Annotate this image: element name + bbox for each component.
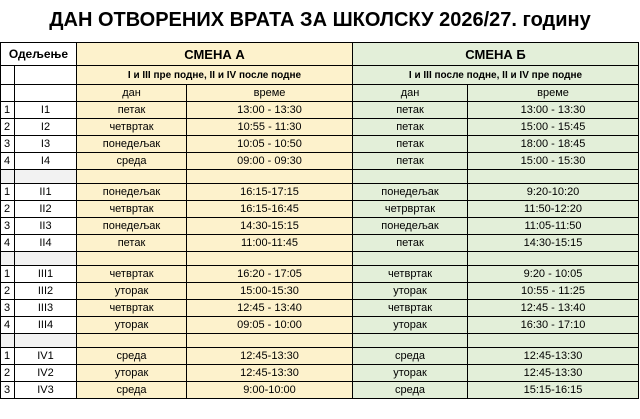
smena-b-time-cell: 10:55 - 11:25 — [468, 283, 639, 300]
row-number-cell: 2 — [1, 365, 15, 382]
separator-cell — [353, 252, 468, 266]
smena-b-time-cell: 12:45-13:30 — [468, 365, 639, 382]
class-name-cell: III4 — [15, 317, 77, 334]
class-name-cell: I4 — [15, 153, 77, 170]
smena-a-time-cell: 12:45 - 13:40 — [187, 300, 353, 317]
class-name-cell: IV3 — [15, 382, 77, 399]
smena-b-time-cell: 13:00 - 13:30 — [468, 102, 639, 119]
smena-b-time-cell: 9:20 - 10:05 — [468, 266, 639, 283]
smena-a-time-cell: 10:05 - 10:50 — [187, 136, 353, 153]
smena-a-day-cell: петак — [77, 102, 187, 119]
smena-a-time-cell: 16:20 - 17:05 — [187, 266, 353, 283]
separator-cell — [1, 252, 15, 266]
row-number-cell: 2 — [1, 201, 15, 218]
class-name-cell: III1 — [15, 266, 77, 283]
smena-a-time-cell: 10:55 - 11:30 — [187, 119, 353, 136]
column-header-row — [1, 85, 639, 102]
table-row — [1, 317, 639, 334]
smena-b-header: СМЕНА Б — [353, 43, 639, 66]
smena-b-day-cell: четрвртак — [353, 201, 468, 218]
smena-a-time-cell: 16:15-16:45 — [187, 201, 353, 218]
smena-b-time-cell: 11:50-12:20 — [468, 201, 639, 218]
empty-cell — [15, 66, 77, 85]
smena-a-time-cell: 09:05 - 10:00 — [187, 317, 353, 334]
class-name-cell: I1 — [15, 102, 77, 119]
group-separator-row — [1, 334, 639, 348]
smena-a-day-cell: среда — [77, 348, 187, 365]
row-number-cell: 4 — [1, 235, 15, 252]
smena-a-day-cell: четвртак — [77, 119, 187, 136]
smena-b-day-cell: уторак — [353, 365, 468, 382]
empty-cell — [1, 85, 15, 102]
smena-a-day-cell: четвртак — [77, 300, 187, 317]
separator-cell — [187, 334, 353, 348]
table-row — [1, 300, 639, 317]
smena-a-time-cell: 13:00 - 13:30 — [187, 102, 353, 119]
table-row — [1, 102, 639, 119]
smena-b-time-cell: 15:00 - 15:30 — [468, 153, 639, 170]
smena-a-time-cell: 12:45-13:30 — [187, 365, 353, 382]
smena-b-day-cell: четвртак — [353, 300, 468, 317]
table-row — [1, 184, 639, 201]
smena-b-time-cell: 15:15-16:15 — [468, 382, 639, 399]
row-number-cell: 1 — [1, 348, 15, 365]
smena-a-day-cell: четвртак — [77, 266, 187, 283]
row-number-cell: 1 — [1, 266, 15, 283]
smena-b-time-cell: 16:30 - 17:10 — [468, 317, 639, 334]
smena-b-time-cell: 18:00 - 18:45 — [468, 136, 639, 153]
table-row — [1, 348, 639, 365]
smena-b-time-cell: 12:45-13:30 — [468, 348, 639, 365]
class-name-cell: II3 — [15, 218, 77, 235]
smena-b-day-cell: понедељак — [353, 184, 468, 201]
empty-cell — [1, 66, 15, 85]
table-row — [1, 119, 639, 136]
smena-b-time-cell: 11:05-11:50 — [468, 218, 639, 235]
table-row — [1, 266, 639, 283]
separator-cell — [468, 252, 639, 266]
separator-cell — [353, 334, 468, 348]
table-row — [1, 218, 639, 235]
smena-a-day-cell: среда — [77, 382, 187, 399]
smena-a-time-cell: 15:00-15:30 — [187, 283, 353, 300]
table-row — [1, 382, 639, 399]
class-name-cell: I3 — [15, 136, 77, 153]
smena-b-time-cell: 14:30-15:15 — [468, 235, 639, 252]
class-name-cell: IV1 — [15, 348, 77, 365]
smena-a-day-cell: среда — [77, 153, 187, 170]
separator-cell — [468, 170, 639, 184]
smena-a-time-cell: 9:00-10:00 — [187, 382, 353, 399]
page-title: ДАН ОТВОРЕНИХ ВРАТА ЗА ШКОЛСКУ 2026/27. годину — [49, 9, 591, 31]
schedule-table — [0, 42, 639, 399]
smena-a-day-cell: уторак — [77, 365, 187, 382]
smena-b-subheader: I и III после подне, II и IV пре подне — [353, 66, 639, 85]
row-number-cell: 3 — [1, 136, 15, 153]
table-row — [1, 153, 639, 170]
row-number-cell: 4 — [1, 317, 15, 334]
smena-a-day-header: дан — [77, 85, 187, 102]
smena-a-day-cell: уторак — [77, 283, 187, 300]
smena-a-time-cell: 12:45-13:30 — [187, 348, 353, 365]
smena-a-subheader: I и III пре подне, II и IV после подне — [77, 66, 353, 85]
separator-cell — [1, 170, 15, 184]
separator-cell — [77, 170, 187, 184]
smena-b-day-cell: уторак — [353, 283, 468, 300]
empty-cell — [15, 85, 77, 102]
row-number-cell: 3 — [1, 300, 15, 317]
table-row — [1, 283, 639, 300]
separator-cell — [468, 334, 639, 348]
smena-b-time-cell: 9:20-10:20 — [468, 184, 639, 201]
row-number-cell: 1 — [1, 184, 15, 201]
separator-cell — [77, 334, 187, 348]
smena-a-day-cell: понедељак — [77, 218, 187, 235]
row-number-cell: 4 — [1, 153, 15, 170]
table-row — [1, 201, 639, 218]
separator-cell — [187, 252, 353, 266]
smena-b-day-cell: среда — [353, 382, 468, 399]
smena-b-day-cell: среда — [353, 348, 468, 365]
row-number-cell: 1 — [1, 102, 15, 119]
smena-b-time-header: време — [468, 85, 639, 102]
group-separator-row — [1, 170, 639, 184]
class-name-cell: II4 — [15, 235, 77, 252]
smena-b-day-cell: петак — [353, 119, 468, 136]
table-row — [1, 235, 639, 252]
smena-b-day-cell: уторак — [353, 317, 468, 334]
smena-a-header: СМЕНА А — [77, 43, 353, 66]
row-number-cell: 3 — [1, 218, 15, 235]
separator-cell — [15, 334, 77, 348]
class-name-cell: IV2 — [15, 365, 77, 382]
row-number-cell: 2 — [1, 119, 15, 136]
separator-cell — [15, 252, 77, 266]
class-name-cell: II1 — [15, 184, 77, 201]
separator-cell — [1, 334, 15, 348]
separator-cell — [15, 170, 77, 184]
table-row — [1, 136, 639, 153]
smena-b-day-cell: петак — [353, 235, 468, 252]
smena-b-day-header: дан — [353, 85, 468, 102]
class-name-cell: III2 — [15, 283, 77, 300]
class-name-cell: III3 — [15, 300, 77, 317]
smena-a-time-cell: 14:30-15:15 — [187, 218, 353, 235]
smena-b-time-cell: 12:45 - 13:40 — [468, 300, 639, 317]
group-separator-row — [1, 252, 639, 266]
smena-a-time-header: време — [187, 85, 353, 102]
odeljenje-header: Одељење — [1, 43, 77, 66]
separator-cell — [77, 252, 187, 266]
smena-a-time-cell: 09:00 - 09:30 — [187, 153, 353, 170]
subheader-row — [1, 66, 639, 85]
separator-cell — [187, 170, 353, 184]
smena-b-day-cell: петак — [353, 136, 468, 153]
header-row — [1, 43, 639, 66]
smena-a-day-cell: понедељак — [77, 184, 187, 201]
smena-b-time-cell: 15:00 - 15:45 — [468, 119, 639, 136]
smena-a-day-cell: понедељак — [77, 136, 187, 153]
smena-a-time-cell: 11:00-11:45 — [187, 235, 353, 252]
smena-a-day-cell: уторак — [77, 317, 187, 334]
class-name-cell: II2 — [15, 201, 77, 218]
smena-a-day-cell: петак — [77, 235, 187, 252]
smena-b-day-cell: петак — [353, 153, 468, 170]
row-number-cell: 3 — [1, 382, 15, 399]
smena-b-day-cell: понедељак — [353, 218, 468, 235]
class-name-cell: I2 — [15, 119, 77, 136]
smena-b-day-cell: петак — [353, 102, 468, 119]
row-number-cell: 2 — [1, 283, 15, 300]
table-row — [1, 365, 639, 382]
separator-cell — [353, 170, 468, 184]
smena-a-time-cell: 16:15-17:15 — [187, 184, 353, 201]
smena-a-day-cell: четвртак — [77, 201, 187, 218]
smena-b-day-cell: четвртак — [353, 266, 468, 283]
